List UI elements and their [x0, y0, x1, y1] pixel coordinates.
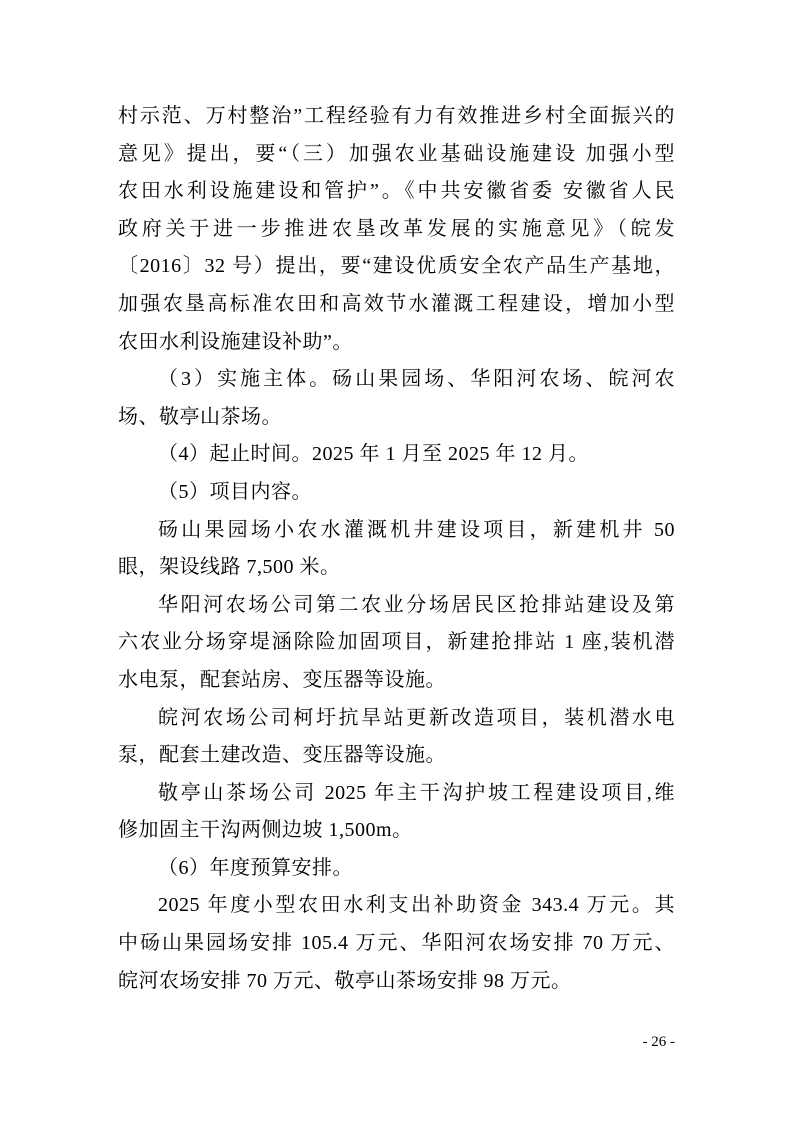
text-line: （6）年度预算安排。 — [158, 856, 353, 879]
text-line: 中砀山果园场安排 105.4 万元、华阳河农场安排 70 万元、 — [118, 932, 675, 955]
text-line: 敬亭山茶场公司 2025 年主干沟护坡工程建设项目,维 — [158, 781, 675, 804]
text-line: 水电泵，配套站房、变压器等设施。 — [118, 668, 446, 691]
text-line: 2025 年度小型农田水利支出补助资金 343.4 万元。其 — [158, 894, 675, 917]
text-line: （4）起止时间。2025 年 1 月至 2025 年 12 月。 — [158, 443, 589, 466]
text-line: 皖河农场公司柯圩抗旱站更新改造项目，装机潜水电 — [158, 706, 675, 729]
text-line: （5）项目内容。 — [158, 480, 312, 503]
text-line: （3）实施主体。砀山果园场、华阳河农场、皖河农 — [158, 368, 675, 391]
text-line: 农田水利设施建设和管护”。《中共安徽省委 安徽省人民 — [118, 180, 675, 203]
text-line: 村示范、万村整治”工程经验有力有效推进乡村全面振兴的 — [118, 105, 675, 127]
text-line: 六农业分场穿堤涵除险加固项目，新建抢排站 1 座,装机潜 — [118, 631, 675, 654]
text-line: 泵，配套土建改造、变压器等设施。 — [118, 744, 446, 767]
document-body — [118, 98, 675, 1000]
text-line: 农田水利设施建设补助”。 — [118, 330, 353, 353]
text-line: 修加固主干沟两侧边坡 1,500m。 — [118, 819, 413, 842]
text-line: 华阳河农场公司第二农业分场居民区抢排站建设及第 — [158, 593, 675, 616]
text-line: 加强农垦高标准农田和高效节水灌溉工程建设，增加小型 — [118, 292, 675, 315]
text-line: 〔2016〕32 号）提出，要“建设优质安全农产品生产基地， — [118, 255, 675, 278]
text-line: 意见》提出，要“（三）加强农业基础设施建设 加强小型 — [118, 142, 675, 165]
text-line: 皖河农场安排 70 万元、敬亭山茶场安排 98 万元。 — [118, 969, 572, 992]
text-line: 场、敬亭山茶场。 — [118, 405, 282, 428]
page-number: - 26 - — [642, 1034, 675, 1050]
text-line: 政府关于进一步推进农垦改革发展的实施意见》（皖发 — [118, 217, 675, 240]
text-line: 砀山果园场小农水灌溉机井建设项目，新建机井 50 — [158, 518, 675, 541]
text-line: 眼，架设线路 7,500 米。 — [118, 556, 341, 579]
